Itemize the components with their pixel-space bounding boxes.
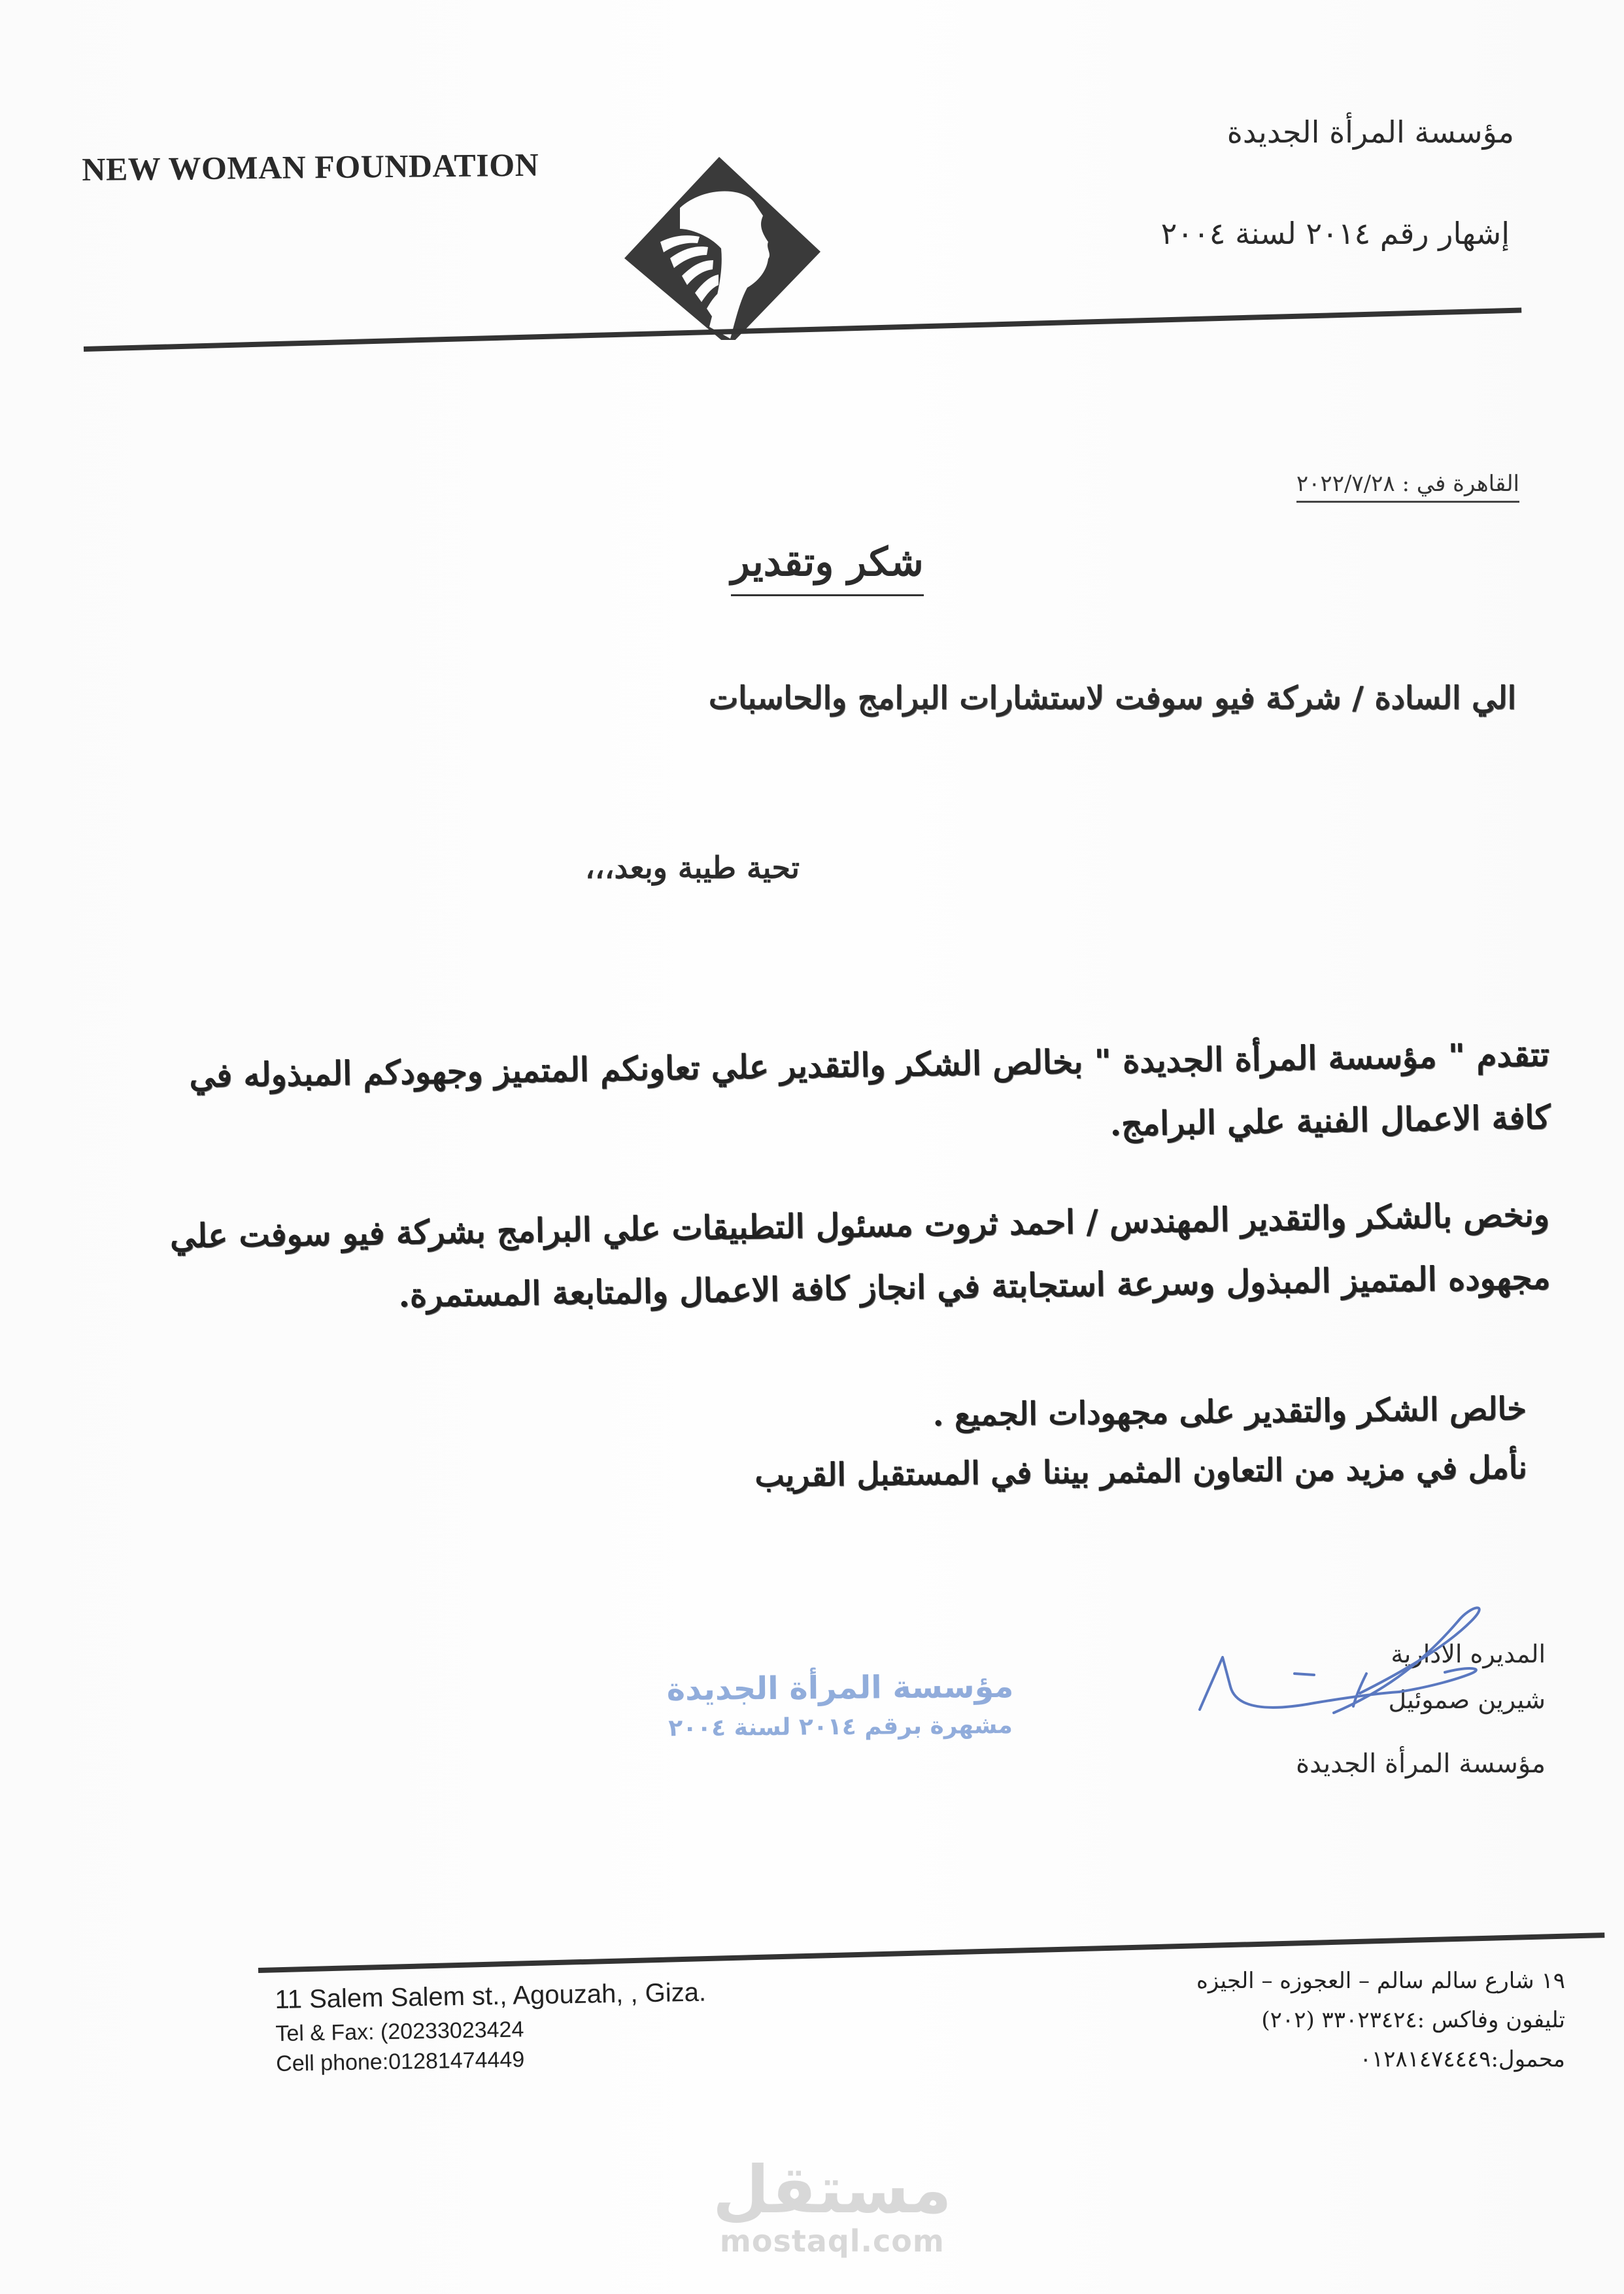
footer-contact-en bbox=[275, 1973, 707, 2078]
paragraph-thanks-org: تتقدم " مؤسسة المرأة الجديدة " بخالص الشكر والتقدير علي تعاونكم المتميز وجهودكم المبذوله في كافة الاعمال الفنية علي البرامج. bbox=[188, 1034, 1551, 1143]
watermark-ar: مستقل bbox=[713, 2151, 952, 2228]
signer-organization: مؤسسة المرأة الجديدة bbox=[1296, 1749, 1546, 1779]
letter-subject: شكر وتقدير bbox=[731, 539, 924, 596]
addressee-line: الي السادة / شركة فيو سوفت لاستشارات البرامج والحاسبات bbox=[708, 680, 1516, 717]
org-name-ar: مؤسسة المرأة الجديدة bbox=[1226, 114, 1514, 150]
closing-line-2: نأمل في مزيد من التعاون المثمر بيننا في المستقبل القريب bbox=[754, 1449, 1527, 1494]
registration-number: إشهار رقم ٢٠١٤ لسنة ٢٠٠٤ bbox=[1160, 216, 1510, 251]
footer-address-en: 11 Salem Salem st., Agouzah, , Giza. bbox=[275, 1978, 707, 2014]
paragraph-thanks-engineer: ونخص بالشكر والتقدير المهندس / احمد ثروت مسئول التطبيقات علي البرامج بشركة فيو سوفت علي مجهوده المتميز المبذول وسرعة استجابتة في انجاز كافة الاعمال والمتابعة المستمرة. bbox=[169, 1194, 1551, 1315]
footer-contact-ar bbox=[1196, 1961, 1565, 2079]
signer-name: شيرين صموئيل bbox=[1388, 1685, 1546, 1714]
date-line: القاهرة في : ٢٠٢٢/٧/٢٨ bbox=[1296, 471, 1519, 503]
closing-line-1: خالص الشكر والتقدير على مجهودات الجميع . bbox=[932, 1390, 1527, 1434]
footer-tel-fax-ar: تليفون وفاكس :٣٣٠٢٣٤٢٤ (٢٠٢) bbox=[1261, 2007, 1565, 2033]
org-name-en: NEW WOMAN FOUNDATION bbox=[82, 146, 539, 188]
closing-block bbox=[754, 1379, 1527, 1505]
greeting-line: تحية طيبة وبعد،،، bbox=[585, 850, 800, 885]
handwritten-signature-icon bbox=[1183, 1595, 1523, 1739]
woman-profile-logo-icon bbox=[611, 131, 820, 340]
mostaql-watermark bbox=[713, 2151, 952, 2259]
footer-cell-ar: محمول:٠١٢٨١٤٧٤٤٤٩ bbox=[1359, 2046, 1565, 2072]
footer-tel-fax-en: Tel & Fax: (20233023424 bbox=[275, 2017, 524, 2046]
footer-cell-en: Cell phone:01281474449 bbox=[275, 2047, 525, 2076]
signer-title: المديره الادارية bbox=[1391, 1640, 1546, 1668]
footer-address-ar: ١٩ شارع سالم سالم – العجوزه – الجيزه bbox=[1196, 1968, 1565, 1994]
org-stamp bbox=[666, 1666, 1014, 1747]
watermark-en: mostaql.com bbox=[719, 2223, 945, 2259]
stamp-line-2: مشهرة برقم ٢٠١٤ لسنة ٢٠٠٤ bbox=[668, 1712, 1013, 1742]
stamp-line-1: مؤسسة المرأة الجديدة bbox=[666, 1668, 1014, 1708]
